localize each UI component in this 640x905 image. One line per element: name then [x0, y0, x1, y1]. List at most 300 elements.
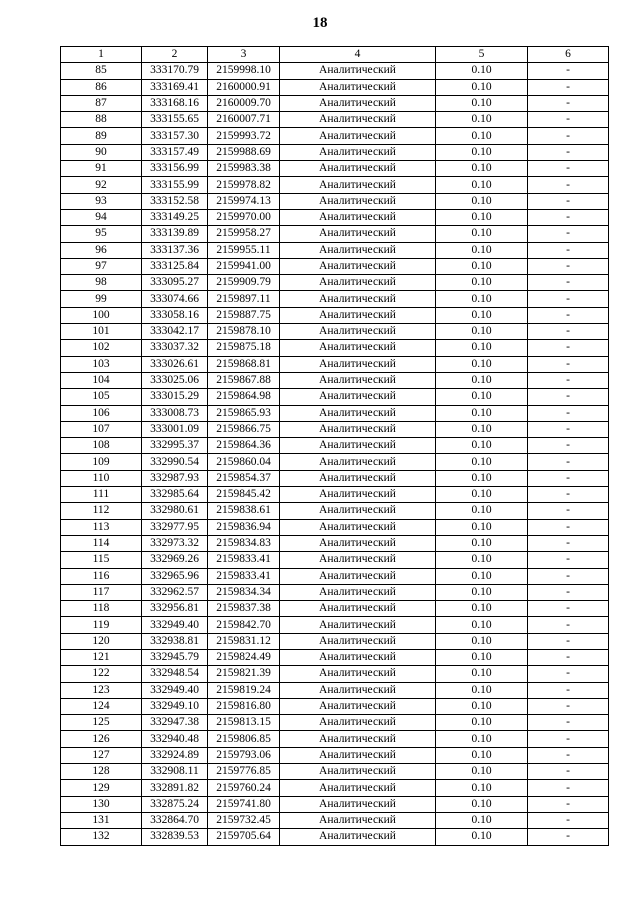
y-coordinate-cell: 2159860.04: [208, 454, 280, 470]
x-coordinate-cell: 333074.66: [142, 291, 208, 307]
table-row: [61, 617, 609, 633]
table-row: [61, 275, 609, 291]
note-cell: -: [528, 812, 609, 828]
page-number: 18: [312, 15, 328, 31]
table-row: [61, 535, 609, 551]
x-coordinate-cell: 332965.96: [142, 568, 208, 584]
note-cell: -: [528, 242, 609, 258]
table-row: [61, 552, 609, 568]
accuracy-cell: 0.10: [436, 617, 528, 633]
accuracy-cell: 0.10: [436, 698, 528, 714]
table-row: [61, 63, 609, 79]
method-cell: Аналитический: [280, 324, 436, 340]
column-header: 4: [280, 47, 436, 63]
table-row: [61, 470, 609, 486]
method-cell: Аналитический: [280, 372, 436, 388]
x-coordinate-cell: 333015.29: [142, 389, 208, 405]
point-number-cell: 90: [61, 144, 142, 160]
table-row: [61, 356, 609, 372]
x-coordinate-cell: 332962.57: [142, 584, 208, 600]
table-header-row: [61, 47, 609, 63]
x-coordinate-cell: 332969.26: [142, 552, 208, 568]
accuracy-cell: 0.10: [436, 63, 528, 79]
note-cell: -: [528, 258, 609, 274]
table-row: [61, 438, 609, 454]
method-cell: Аналитический: [280, 209, 436, 225]
point-number-cell: 113: [61, 519, 142, 535]
accuracy-cell: 0.10: [436, 633, 528, 649]
table-row: [61, 112, 609, 128]
table-row: [61, 584, 609, 600]
y-coordinate-cell: 2159760.24: [208, 780, 280, 796]
accuracy-cell: 0.10: [436, 405, 528, 421]
note-cell: -: [528, 698, 609, 714]
note-cell: -: [528, 568, 609, 584]
point-number-cell: 97: [61, 258, 142, 274]
column-header: 2: [142, 47, 208, 63]
point-number-cell: 111: [61, 487, 142, 503]
method-cell: Аналитический: [280, 340, 436, 356]
table-row: [61, 796, 609, 812]
y-coordinate-cell: 2159837.38: [208, 601, 280, 617]
note-cell: -: [528, 747, 609, 763]
method-cell: Аналитический: [280, 796, 436, 812]
x-coordinate-cell: 333058.16: [142, 307, 208, 323]
accuracy-cell: 0.10: [436, 747, 528, 763]
point-number-cell: 88: [61, 112, 142, 128]
method-cell: Аналитический: [280, 666, 436, 682]
point-number-cell: 112: [61, 503, 142, 519]
table-row: [61, 829, 609, 845]
y-coordinate-cell: 2159958.27: [208, 226, 280, 242]
table-row: [61, 79, 609, 95]
point-number-cell: 125: [61, 715, 142, 731]
x-coordinate-cell: 332949.40: [142, 617, 208, 633]
method-cell: Аналитический: [280, 389, 436, 405]
method-cell: Аналитический: [280, 633, 436, 649]
point-number-cell: 104: [61, 372, 142, 388]
x-coordinate-cell: 332949.10: [142, 698, 208, 714]
y-coordinate-cell: 2159816.80: [208, 698, 280, 714]
table-row: [61, 389, 609, 405]
table-row: [61, 242, 609, 258]
accuracy-cell: 0.10: [436, 144, 528, 160]
table-row: [61, 421, 609, 437]
method-cell: Аналитический: [280, 275, 436, 291]
accuracy-cell: 0.10: [436, 372, 528, 388]
point-number-cell: 103: [61, 356, 142, 372]
y-coordinate-cell: 2159776.85: [208, 764, 280, 780]
method-cell: Аналитический: [280, 438, 436, 454]
table-row: [61, 226, 609, 242]
accuracy-cell: 0.10: [436, 356, 528, 372]
accuracy-cell: 0.10: [436, 242, 528, 258]
method-cell: Аналитический: [280, 747, 436, 763]
x-coordinate-cell: 333157.49: [142, 144, 208, 160]
method-cell: Аналитический: [280, 764, 436, 780]
accuracy-cell: 0.10: [436, 780, 528, 796]
point-number-cell: 114: [61, 535, 142, 551]
point-number-cell: 120: [61, 633, 142, 649]
method-cell: Аналитический: [280, 79, 436, 95]
accuracy-cell: 0.10: [436, 552, 528, 568]
method-cell: Аналитический: [280, 552, 436, 568]
point-number-cell: 117: [61, 584, 142, 600]
y-coordinate-cell: 2159831.12: [208, 633, 280, 649]
note-cell: -: [528, 829, 609, 845]
x-coordinate-cell: 332938.81: [142, 633, 208, 649]
note-cell: -: [528, 226, 609, 242]
point-number-cell: 130: [61, 796, 142, 812]
point-number-cell: 106: [61, 405, 142, 421]
x-coordinate-cell: 333042.17: [142, 324, 208, 340]
accuracy-cell: 0.10: [436, 389, 528, 405]
point-number-cell: 96: [61, 242, 142, 258]
table-row: [61, 682, 609, 698]
table-row: [61, 193, 609, 209]
y-coordinate-cell: 2159955.11: [208, 242, 280, 258]
table-row: [61, 95, 609, 111]
point-number-cell: 87: [61, 95, 142, 111]
x-coordinate-cell: 333025.06: [142, 372, 208, 388]
accuracy-cell: 0.10: [436, 682, 528, 698]
accuracy-cell: 0.10: [436, 421, 528, 437]
y-coordinate-cell: 2159998.10: [208, 63, 280, 79]
table-row: [61, 666, 609, 682]
note-cell: -: [528, 144, 609, 160]
y-coordinate-cell: 2159833.41: [208, 552, 280, 568]
x-coordinate-cell: 332864.70: [142, 812, 208, 828]
note-cell: -: [528, 421, 609, 437]
y-coordinate-cell: 2159842.70: [208, 617, 280, 633]
point-number-cell: 94: [61, 209, 142, 225]
x-coordinate-cell: 332947.38: [142, 715, 208, 731]
note-cell: -: [528, 584, 609, 600]
accuracy-cell: 0.10: [436, 519, 528, 535]
point-number-cell: 99: [61, 291, 142, 307]
accuracy-cell: 0.10: [436, 812, 528, 828]
point-number-cell: 122: [61, 666, 142, 682]
table-row: [61, 747, 609, 763]
point-number-cell: 100: [61, 307, 142, 323]
x-coordinate-cell: 332940.48: [142, 731, 208, 747]
point-number-cell: 91: [61, 161, 142, 177]
note-cell: -: [528, 601, 609, 617]
method-cell: Аналитический: [280, 258, 436, 274]
y-coordinate-cell: 2159993.72: [208, 128, 280, 144]
method-cell: Аналитический: [280, 715, 436, 731]
note-cell: -: [528, 161, 609, 177]
y-coordinate-cell: 2160009.70: [208, 95, 280, 111]
method-cell: Аналитический: [280, 682, 436, 698]
point-number-cell: 92: [61, 177, 142, 193]
method-cell: Аналитический: [280, 584, 436, 600]
table-row: [61, 177, 609, 193]
y-coordinate-cell: 2159741.80: [208, 796, 280, 812]
y-coordinate-cell: 2159865.93: [208, 405, 280, 421]
accuracy-cell: 0.10: [436, 177, 528, 193]
method-cell: Аналитический: [280, 421, 436, 437]
x-coordinate-cell: 332875.24: [142, 796, 208, 812]
y-coordinate-cell: 2159978.82: [208, 177, 280, 193]
accuracy-cell: 0.10: [436, 112, 528, 128]
x-coordinate-cell: 332977.95: [142, 519, 208, 535]
table-row: [61, 649, 609, 665]
method-cell: Аналитический: [280, 519, 436, 535]
note-cell: -: [528, 649, 609, 665]
point-number-cell: 93: [61, 193, 142, 209]
point-number-cell: 127: [61, 747, 142, 763]
x-coordinate-cell: 332980.61: [142, 503, 208, 519]
y-coordinate-cell: 2159806.85: [208, 731, 280, 747]
x-coordinate-cell: 333169.41: [142, 79, 208, 95]
note-cell: -: [528, 715, 609, 731]
accuracy-cell: 0.10: [436, 649, 528, 665]
point-number-cell: 131: [61, 812, 142, 828]
method-cell: Аналитический: [280, 780, 436, 796]
table-row: [61, 340, 609, 356]
point-number-cell: 123: [61, 682, 142, 698]
x-coordinate-cell: 333137.36: [142, 242, 208, 258]
method-cell: Аналитический: [280, 649, 436, 665]
accuracy-cell: 0.10: [436, 307, 528, 323]
table-row: [61, 209, 609, 225]
note-cell: -: [528, 535, 609, 551]
y-coordinate-cell: 2159868.81: [208, 356, 280, 372]
y-coordinate-cell: 2159834.34: [208, 584, 280, 600]
y-coordinate-cell: 2159833.41: [208, 568, 280, 584]
table-row: [61, 568, 609, 584]
accuracy-cell: 0.10: [436, 584, 528, 600]
y-coordinate-cell: 2159878.10: [208, 324, 280, 340]
point-number-cell: 116: [61, 568, 142, 584]
method-cell: Аналитический: [280, 161, 436, 177]
method-cell: Аналитический: [280, 177, 436, 193]
note-cell: -: [528, 519, 609, 535]
note-cell: -: [528, 470, 609, 486]
accuracy-cell: 0.10: [436, 764, 528, 780]
method-cell: Аналитический: [280, 291, 436, 307]
accuracy-cell: 0.10: [436, 258, 528, 274]
table-row: [61, 698, 609, 714]
accuracy-cell: 0.10: [436, 128, 528, 144]
y-coordinate-cell: 2159732.45: [208, 812, 280, 828]
point-number-cell: 95: [61, 226, 142, 242]
note-cell: -: [528, 389, 609, 405]
y-coordinate-cell: 2159887.75: [208, 307, 280, 323]
accuracy-cell: 0.10: [436, 79, 528, 95]
table-row: [61, 324, 609, 340]
y-coordinate-cell: 2159819.24: [208, 682, 280, 698]
y-coordinate-cell: 2159834.83: [208, 535, 280, 551]
y-coordinate-cell: 2159988.69: [208, 144, 280, 160]
accuracy-cell: 0.10: [436, 209, 528, 225]
column-header: 1: [61, 47, 142, 63]
accuracy-cell: 0.10: [436, 487, 528, 503]
x-coordinate-cell: 332924.89: [142, 747, 208, 763]
y-coordinate-cell: 2159909.79: [208, 275, 280, 291]
method-cell: Аналитический: [280, 829, 436, 845]
y-coordinate-cell: 2159974.13: [208, 193, 280, 209]
x-coordinate-cell: 332948.54: [142, 666, 208, 682]
accuracy-cell: 0.10: [436, 438, 528, 454]
x-coordinate-cell: 333026.61: [142, 356, 208, 372]
y-coordinate-cell: 2159864.36: [208, 438, 280, 454]
table-row: [61, 161, 609, 177]
point-number-cell: 98: [61, 275, 142, 291]
x-coordinate-cell: 333155.65: [142, 112, 208, 128]
method-cell: Аналитический: [280, 226, 436, 242]
y-coordinate-cell: 2159864.98: [208, 389, 280, 405]
y-coordinate-cell: 2159793.06: [208, 747, 280, 763]
note-cell: -: [528, 307, 609, 323]
method-cell: Аналитический: [280, 601, 436, 617]
point-number-cell: 128: [61, 764, 142, 780]
accuracy-cell: 0.10: [436, 796, 528, 812]
x-coordinate-cell: 333125.84: [142, 258, 208, 274]
note-cell: -: [528, 112, 609, 128]
note-cell: -: [528, 340, 609, 356]
accuracy-cell: 0.10: [436, 95, 528, 111]
point-number-cell: 107: [61, 421, 142, 437]
column-header: 3: [208, 47, 280, 63]
accuracy-cell: 0.10: [436, 454, 528, 470]
accuracy-cell: 0.10: [436, 275, 528, 291]
point-number-cell: 102: [61, 340, 142, 356]
y-coordinate-cell: 2159813.15: [208, 715, 280, 731]
table-row: [61, 519, 609, 535]
accuracy-cell: 0.10: [436, 568, 528, 584]
point-number-cell: 132: [61, 829, 142, 845]
x-coordinate-cell: 333155.99: [142, 177, 208, 193]
method-cell: Аналитический: [280, 535, 436, 551]
accuracy-cell: 0.10: [436, 715, 528, 731]
x-coordinate-cell: 332945.79: [142, 649, 208, 665]
point-number-cell: 105: [61, 389, 142, 405]
x-coordinate-cell: 332990.54: [142, 454, 208, 470]
accuracy-cell: 0.10: [436, 470, 528, 486]
note-cell: -: [528, 193, 609, 209]
note-cell: -: [528, 552, 609, 568]
accuracy-cell: 0.10: [436, 666, 528, 682]
method-cell: Аналитический: [280, 144, 436, 160]
method-cell: Аналитический: [280, 812, 436, 828]
method-cell: Аналитический: [280, 698, 436, 714]
note-cell: -: [528, 438, 609, 454]
x-coordinate-cell: 333008.73: [142, 405, 208, 421]
note-cell: -: [528, 780, 609, 796]
method-cell: Аналитический: [280, 242, 436, 258]
table-row: [61, 812, 609, 828]
y-coordinate-cell: 2159866.75: [208, 421, 280, 437]
point-number-cell: 124: [61, 698, 142, 714]
table-row: [61, 601, 609, 617]
note-cell: -: [528, 617, 609, 633]
accuracy-cell: 0.10: [436, 340, 528, 356]
table-row: [61, 258, 609, 274]
table-row: [61, 731, 609, 747]
y-coordinate-cell: 2159836.94: [208, 519, 280, 535]
table-row: [61, 291, 609, 307]
note-cell: -: [528, 324, 609, 340]
note-cell: -: [528, 128, 609, 144]
x-coordinate-cell: 332908.11: [142, 764, 208, 780]
coordinates-table: [60, 46, 609, 846]
note-cell: -: [528, 796, 609, 812]
note-cell: -: [528, 454, 609, 470]
accuracy-cell: 0.10: [436, 829, 528, 845]
x-coordinate-cell: 332987.93: [142, 470, 208, 486]
x-coordinate-cell: 332956.81: [142, 601, 208, 617]
method-cell: Аналитический: [280, 128, 436, 144]
note-cell: -: [528, 764, 609, 780]
note-cell: -: [528, 503, 609, 519]
x-coordinate-cell: 333157.30: [142, 128, 208, 144]
point-number-cell: 86: [61, 79, 142, 95]
point-number-cell: 110: [61, 470, 142, 486]
y-coordinate-cell: 2159941.00: [208, 258, 280, 274]
x-coordinate-cell: 333149.25: [142, 209, 208, 225]
accuracy-cell: 0.10: [436, 161, 528, 177]
method-cell: Аналитический: [280, 470, 436, 486]
y-coordinate-cell: 2159838.61: [208, 503, 280, 519]
method-cell: Аналитический: [280, 503, 436, 519]
accuracy-cell: 0.10: [436, 193, 528, 209]
y-coordinate-cell: 2159875.18: [208, 340, 280, 356]
x-coordinate-cell: 333170.79: [142, 63, 208, 79]
table-row: [61, 764, 609, 780]
method-cell: Аналитический: [280, 731, 436, 747]
x-coordinate-cell: 333168.16: [142, 95, 208, 111]
y-coordinate-cell: 2159854.37: [208, 470, 280, 486]
x-coordinate-cell: 333037.32: [142, 340, 208, 356]
table-row: [61, 503, 609, 519]
y-coordinate-cell: 2159824.49: [208, 649, 280, 665]
note-cell: -: [528, 682, 609, 698]
y-coordinate-cell: 2159897.11: [208, 291, 280, 307]
method-cell: Аналитический: [280, 405, 436, 421]
method-cell: Аналитический: [280, 454, 436, 470]
note-cell: -: [528, 79, 609, 95]
table-row: [61, 372, 609, 388]
x-coordinate-cell: 332995.37: [142, 438, 208, 454]
accuracy-cell: 0.10: [436, 731, 528, 747]
note-cell: -: [528, 275, 609, 291]
table-row: [61, 780, 609, 796]
y-coordinate-cell: 2159867.88: [208, 372, 280, 388]
note-cell: -: [528, 372, 609, 388]
x-coordinate-cell: 333156.99: [142, 161, 208, 177]
accuracy-cell: 0.10: [436, 226, 528, 242]
method-cell: Аналитический: [280, 307, 436, 323]
table-row: [61, 454, 609, 470]
table-row: [61, 633, 609, 649]
table-row: [61, 715, 609, 731]
accuracy-cell: 0.10: [436, 324, 528, 340]
method-cell: Аналитический: [280, 617, 436, 633]
point-number-cell: 129: [61, 780, 142, 796]
y-coordinate-cell: 2160007.71: [208, 112, 280, 128]
method-cell: Аналитический: [280, 112, 436, 128]
y-coordinate-cell: 2159821.39: [208, 666, 280, 682]
accuracy-cell: 0.10: [436, 535, 528, 551]
method-cell: Аналитический: [280, 63, 436, 79]
x-coordinate-cell: 333139.89: [142, 226, 208, 242]
note-cell: -: [528, 291, 609, 307]
note-cell: -: [528, 177, 609, 193]
method-cell: Аналитический: [280, 487, 436, 503]
y-coordinate-cell: 2159845.42: [208, 487, 280, 503]
